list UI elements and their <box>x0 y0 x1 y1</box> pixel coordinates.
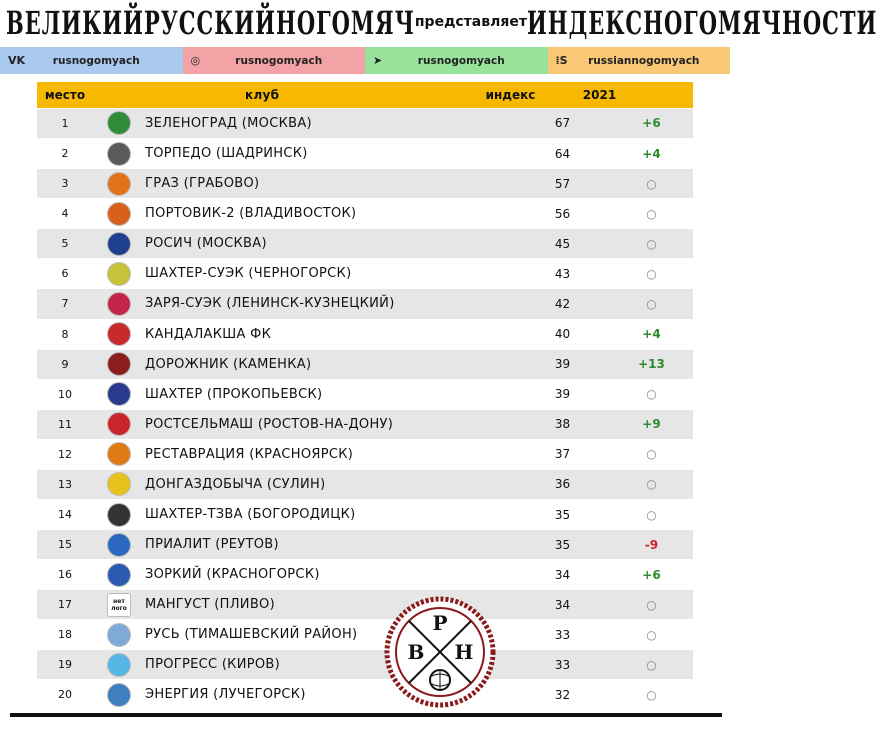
table-row[interactable] <box>37 500 693 529</box>
table-row[interactable] <box>37 350 693 379</box>
row-club: КАНДАЛАКША ФК <box>145 326 272 342</box>
row-place: 13 <box>58 477 72 491</box>
row-change: ○ <box>646 296 657 311</box>
row-place: 4 <box>61 207 69 221</box>
header-place: место <box>44 88 86 102</box>
row-place: 9 <box>61 357 69 371</box>
ranking-table <box>37 82 693 710</box>
row-index: 40 <box>554 327 571 342</box>
row-place: 18 <box>58 628 72 642</box>
social-instagram[interactable] <box>183 47 366 74</box>
presents-label: представляет <box>414 14 527 30</box>
row-club: ЗЕЛЕНОГРАД (МОСКВА) <box>145 115 312 131</box>
yandex-zen-icon: ⁞S <box>555 54 568 67</box>
table-row[interactable] <box>37 650 693 679</box>
row-place: 10 <box>58 387 72 401</box>
row-club: ТОРПЕДО (ШАДРИНСК) <box>145 146 308 162</box>
row-index: 64 <box>554 146 571 161</box>
row-change: ○ <box>646 206 657 221</box>
row-index: 37 <box>554 447 571 462</box>
club-logo-icon <box>107 683 131 707</box>
club-logo-icon <box>107 202 131 226</box>
stamp-letter-top: Р <box>432 611 448 635</box>
row-club: РУСЬ (ТИМАШЕВСКИЙ РАЙОН) <box>145 627 358 643</box>
club-logo-icon <box>107 623 131 647</box>
row-club: РОСИЧ (МОСКВА) <box>145 236 267 252</box>
club-logo-icon <box>107 142 131 166</box>
row-club: ЗАРЯ-СУЭК (ЛЕНИНСК-КУЗНЕЦКИЙ) <box>145 296 395 312</box>
row-club: РЕСТАВРАЦИЯ (КРАСНОЯРСК) <box>145 446 354 462</box>
row-place: 20 <box>58 688 72 702</box>
table-body <box>37 109 693 710</box>
vrn-stamp-logo <box>384 596 496 708</box>
table-row[interactable] <box>37 560 693 589</box>
table-row[interactable] <box>37 289 693 318</box>
row-index: 56 <box>554 206 571 221</box>
table-row[interactable] <box>37 259 693 288</box>
table-row[interactable] <box>37 319 693 348</box>
row-index: 39 <box>554 387 571 402</box>
table-row[interactable] <box>37 680 693 709</box>
row-change: ○ <box>646 447 657 462</box>
row-change: ○ <box>646 657 657 672</box>
row-place: 6 <box>61 267 69 281</box>
row-place: 1 <box>61 116 69 130</box>
social-handle: rusnogomyach <box>235 54 323 67</box>
bottom-rule <box>10 713 722 717</box>
club-logo-icon <box>107 472 131 496</box>
row-index: 39 <box>554 357 571 372</box>
row-club: ШАХТЕР (ПРОКОПЬЕВСК) <box>145 386 323 402</box>
social-bar <box>0 47 730 74</box>
row-index: 34 <box>554 597 571 612</box>
club-logo-icon <box>107 262 131 286</box>
row-change: +9 <box>642 417 661 432</box>
table-row[interactable] <box>37 470 693 499</box>
row-club: ПРОГРЕСС (КИРОВ) <box>145 657 281 673</box>
row-index: 33 <box>554 627 571 642</box>
vk-icon: VK <box>8 54 26 67</box>
row-change: ○ <box>646 176 657 191</box>
table-row[interactable] <box>37 620 693 649</box>
brand-title-left: ВЕЛИКИЙРУССКИЙНОГОМЯЧ <box>6 3 415 41</box>
row-place: 7 <box>61 297 69 311</box>
row-place: 12 <box>58 447 72 461</box>
row-change: ○ <box>646 266 657 281</box>
row-change: ○ <box>646 477 657 492</box>
row-place: 16 <box>58 568 72 582</box>
table-row[interactable] <box>37 199 693 228</box>
social-vk[interactable] <box>0 47 183 74</box>
row-index: 36 <box>554 477 571 492</box>
row-club: РОСТСЕЛЬМАШ (РОСТОВ-НА-ДОНУ) <box>145 416 394 432</box>
table-row[interactable] <box>37 229 693 258</box>
header-index: индекс <box>485 88 536 102</box>
row-place: 19 <box>58 658 72 672</box>
row-change: +13 <box>638 357 665 372</box>
table-row[interactable] <box>37 380 693 409</box>
stamp-letter-right: Н <box>454 640 474 664</box>
row-club: ПРИАЛИТ (РЕУТОВ) <box>145 537 279 553</box>
row-index: 42 <box>554 296 571 311</box>
row-change: ○ <box>646 627 657 642</box>
row-index: 45 <box>554 236 571 251</box>
brand-title-right: ИНДЕКСНОГОМЯЧНОСТИ <box>526 3 877 41</box>
row-change: ○ <box>646 236 657 251</box>
table-row[interactable] <box>37 139 693 168</box>
table-row[interactable] <box>37 109 693 138</box>
row-club: ЭНЕРГИЯ (ЛУЧЕГОРСК) <box>145 687 306 703</box>
header-club: клуб <box>245 88 280 102</box>
club-logo-icon <box>107 352 131 376</box>
top-header <box>0 0 877 44</box>
instagram-icon: ◎ <box>190 54 201 67</box>
club-logo-icon <box>107 382 131 406</box>
row-club: МАНГУСТ (ПЛИВО) <box>145 597 275 613</box>
row-club: ШАХТЕР-СУЭК (ЧЕРНОГОРСК) <box>145 266 352 282</box>
row-index: 35 <box>554 537 571 552</box>
club-logo-icon <box>107 111 131 135</box>
club-logo-icon <box>107 503 131 527</box>
social-handle: rusnogomyach <box>417 54 505 67</box>
club-logo-icon <box>107 232 131 256</box>
row-index: 38 <box>554 417 571 432</box>
social-telegram[interactable] <box>365 47 548 74</box>
row-index: 34 <box>554 567 571 582</box>
club-logo-icon <box>107 322 131 346</box>
row-club: ПОРТОВИК-2 (ВЛАДИВОСТОК) <box>145 206 357 222</box>
social-handle: russiannogomyach <box>588 54 700 67</box>
row-club: ГРАЗ (ГРАБОВО) <box>145 176 260 192</box>
table-row[interactable] <box>37 169 693 198</box>
row-place: 3 <box>61 177 69 191</box>
row-place: 17 <box>58 598 72 612</box>
row-club: ЗОРКИЙ (КРАСНОГОРСК) <box>145 567 320 583</box>
table-row[interactable] <box>37 410 693 439</box>
row-place: 8 <box>61 327 69 341</box>
row-change: ○ <box>646 687 657 702</box>
row-index: 57 <box>554 176 571 191</box>
row-place: 15 <box>58 538 72 552</box>
row-change: +4 <box>642 146 661 161</box>
row-change: +6 <box>642 116 661 131</box>
row-club: ДОНГАЗДОБЫЧА (СУЛИН) <box>145 476 326 492</box>
club-logo-icon <box>107 292 131 316</box>
club-logo-icon <box>107 172 131 196</box>
row-change: ○ <box>646 507 657 522</box>
club-logo-icon <box>107 533 131 557</box>
row-place: 5 <box>61 237 69 251</box>
row-change: +6 <box>642 567 661 582</box>
social-handle: rusnogomyach <box>52 54 140 67</box>
row-change: ○ <box>646 387 657 402</box>
row-index: 33 <box>554 657 571 672</box>
stamp-letter-left: В <box>407 640 425 664</box>
club-logo-icon <box>107 412 131 436</box>
row-index: 43 <box>554 266 571 281</box>
row-index: 67 <box>554 116 571 131</box>
row-place: 2 <box>61 147 69 161</box>
row-index: 35 <box>554 507 571 522</box>
row-place: 11 <box>58 417 72 431</box>
row-change: +4 <box>642 327 661 342</box>
telegram-icon: ➤ <box>373 54 383 67</box>
row-index: 32 <box>554 687 571 702</box>
club-logo-icon <box>107 442 131 466</box>
row-club: ДОРОЖНИК (КАМЕНКА) <box>145 356 312 372</box>
row-change: -9 <box>644 537 659 552</box>
row-change: ○ <box>646 597 657 612</box>
club-logo-icon <box>107 653 131 677</box>
social-zen[interactable] <box>548 47 731 74</box>
header-change: 2021 <box>582 88 617 102</box>
table-header <box>37 82 693 108</box>
table-row[interactable] <box>37 590 693 619</box>
table-row[interactable] <box>37 440 693 469</box>
club-logo-icon <box>107 563 131 587</box>
row-place: 14 <box>58 508 72 521</box>
table-row[interactable] <box>37 530 693 559</box>
club-logo-icon: нет лого <box>107 593 131 617</box>
row-club: ШАХТЕР-ТЗВА (БОГОРОДИЦК) <box>145 507 356 522</box>
